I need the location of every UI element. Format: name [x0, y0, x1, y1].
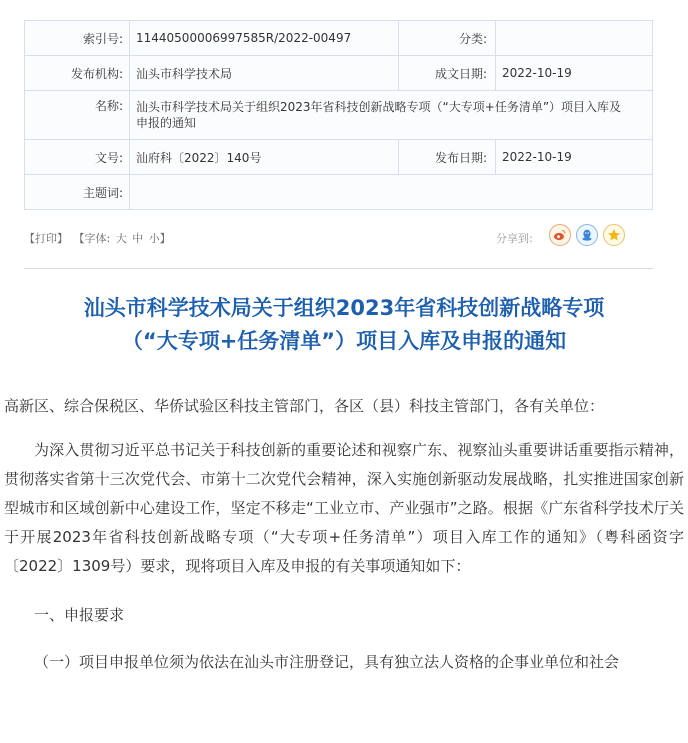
title-divider: [24, 268, 653, 269]
item-1: （一）项目申报单位须为依法在汕头市注册登记，具有独立法人资格的企事业单位和社会: [34, 653, 620, 671]
category-label: 分类:: [399, 21, 496, 56]
font-size-label: 【字体:: [73, 232, 111, 245]
qq-glyph: [580, 228, 594, 242]
weibo-glyph: [553, 228, 567, 242]
print-link[interactable]: 【打印】: [24, 232, 68, 245]
font-small-link[interactable]: 小】: [148, 232, 171, 245]
name-label: 名称:: [25, 91, 130, 140]
weibo-icon[interactable]: [549, 224, 571, 246]
issuer-label: 发布机构:: [25, 56, 130, 91]
share-label: 分享到:: [496, 232, 533, 245]
published-date-label: 发布日期:: [399, 140, 496, 175]
issuer-value: 汕头市科学技术局: [130, 56, 399, 91]
qq-icon[interactable]: [576, 224, 598, 246]
subject-label: 主题词:: [25, 175, 130, 210]
subject-value: [130, 175, 653, 210]
star-glyph: [607, 228, 621, 242]
title-line-2: （“大专项+任务清单”）项目入库及申报的通知: [121, 329, 567, 353]
paragraph-1: 为深入贯彻习近平总书记关于科技创新的重要论述和视察广东、视察汕头重要讲话重要指示精神，贯彻落实省第十三次党代会、市第十二次党代会精神，深入实施创新驱动发展战略，扎实推进国家创新型城市和区域创新中心建设工作，坚定不移走“工业立市、产业强市”之路。根据《广东省科学技术厅关于开展2023年省科技创新战略专项（“大专项+任务清单”）项目入库工作的通知》（粤科函资字〔2022〕1309号）要求，现将项目入库及申报的有关事项通知如下：: [4, 441, 684, 575]
published-date-value: 2022-10-19: [496, 140, 653, 175]
docno-label: 文号:: [25, 140, 130, 175]
title-line-1: 汕头市科学技术局关于组织2023年省科技创新战略专项: [83, 296, 605, 320]
name-value: 汕头市科学技术局关于组织2023年省科技创新战略专项（“大专项+任务清单”）项目入库及申报的通知: [130, 91, 653, 140]
article-title: [0, 292, 688, 358]
addressee: 高新区、综合保税区、华侨试验区科技主管部门，各区（县）科技主管部门，各有关单位：: [4, 397, 605, 415]
created-date-value: 2022-10-19: [496, 56, 653, 91]
category-value: [496, 21, 653, 56]
section-heading-1: 一、申报要求: [34, 606, 125, 624]
index-value: 11440500006997585R/2022-00497: [130, 21, 399, 56]
font-medium-link[interactable]: 中: [132, 232, 144, 245]
article-body: [4, 392, 684, 677]
qzone-star-icon[interactable]: [603, 224, 625, 246]
font-large-link[interactable]: 大: [115, 232, 127, 245]
toolbar-left: [24, 230, 173, 246]
created-date-label: 成文日期:: [399, 56, 496, 91]
index-label: 索引号:: [25, 21, 130, 56]
document-metadata-table: [24, 20, 653, 210]
article-toolbar: [24, 228, 653, 246]
docno-value: 汕府科〔2022〕140号: [130, 140, 399, 175]
